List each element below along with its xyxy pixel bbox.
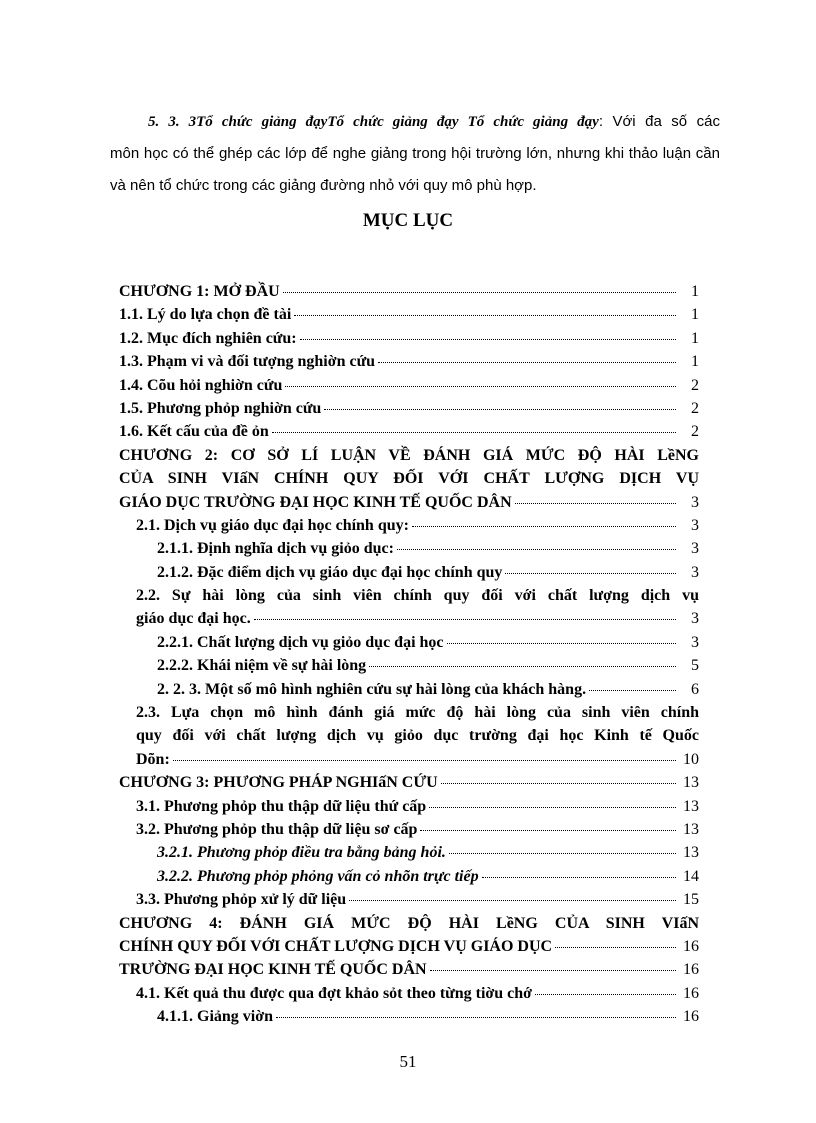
- toc-entry-text: giáo dục đại học.: [136, 610, 251, 628]
- toc-entry-text: 3.1. Phương phỏp thu thập dữ liệu thứ cấp: [136, 797, 427, 815]
- toc-entry-text: 2.3. Lựa chọn mô hình đánh giá mức độ hài lòng của sinh viên chính: [136, 704, 699, 722]
- toc-entry[interactable]: [119, 868, 699, 891]
- toc-entry-text: 1.5. Phương phỏp nghiờn cứu: [119, 399, 322, 417]
- intro-text-2: môn học có thể ghép các lớp để nghe giảng trong hội trường lớn, nhưng khi thảo luận cần: [110, 145, 720, 162]
- toc-entry-text: CỦA SINH VIấN CHÍNH QUY ĐỐI VỚI CHẤT LƯỢNG DỊCH VỤ: [119, 470, 699, 488]
- toc-entry[interactable]: [119, 657, 699, 680]
- toc-entry-text: 1.4. Cõu hỏi nghiờn cứu: [119, 376, 283, 394]
- toc-entry-text: 3.2.2. Phương phỏp phỏng vấn cỏ nhõn trực tiếp: [157, 867, 479, 885]
- leader-dots: [505, 563, 676, 574]
- section-heading: 5. 3. 3Tổ chức giảng đạyTổ chức giảng đạy Tổ chức giảng đạy: [148, 114, 599, 130]
- toc-page-number: 16: [683, 1008, 699, 1026]
- toc-entry-text: CHƯƠNG 4: ĐÁNH GIÁ MỨC ĐỘ HÀI LềNG CỦA SINH VIấN: [119, 914, 699, 932]
- leader-dots: [430, 960, 676, 971]
- toc-entry-text: CHÍNH QUY ĐỐI VỚI CHẤT LƯỢNG DỊCH VỤ GIÁO DỤC: [119, 937, 553, 955]
- leader-dots: [324, 399, 676, 410]
- toc-entry[interactable]: [119, 1008, 699, 1031]
- leader-dots: [173, 750, 676, 761]
- leader-dots: [515, 493, 676, 504]
- toc-entry-text: 1.2. Mục đích nghiên cứu:: [119, 329, 297, 347]
- toc-entry-text: Dõn:: [136, 750, 170, 768]
- toc-page-number: 3: [691, 610, 699, 628]
- toc-entry[interactable]: [119, 634, 699, 657]
- toc-entry-text: CHƯƠNG 1: MỞ ĐẦU: [119, 283, 280, 300]
- toc-entry-text: 1.1. Lý do lựa chọn đề tài: [119, 306, 292, 324]
- leader-dots: [555, 937, 676, 948]
- toc-page-number: 15: [683, 891, 699, 909]
- leader-dots: [420, 820, 676, 831]
- intro-text-3: và nên tổ chức trong các giảng đường nhỏ với quy mô phù hợp.: [110, 177, 537, 194]
- toc-page-number: 1: [691, 306, 699, 324]
- toc-entry[interactable]: [119, 423, 699, 446]
- toc-entry[interactable]: [119, 704, 699, 774]
- toc-page-number: 1: [691, 283, 699, 300]
- toc-entry-text: 3.2.1. Phương phỏp điều tra bằng bảng hỏi.: [157, 844, 446, 862]
- toc-page-number: 3: [691, 516, 699, 534]
- toc-page-number: 2: [691, 423, 699, 441]
- toc-entry-text: CHƯƠNG 3: PHƯƠNG PHÁP NGHIấN CỨU: [119, 774, 438, 792]
- toc-entry[interactable]: [119, 891, 699, 914]
- intro-text-1: : Với đa số các: [598, 113, 720, 130]
- toc-page-number: 3: [691, 493, 699, 511]
- toc-entry[interactable]: [119, 985, 699, 1008]
- leader-dots: [254, 609, 676, 620]
- leader-dots: [429, 797, 676, 808]
- toc-entry[interactable]: [119, 306, 699, 329]
- toc-entry-text: 2.1.2. Đặc điểm dịch vụ giáo dục đại học chính quy: [157, 563, 503, 581]
- toc-page-number: 10: [683, 750, 699, 768]
- page-number: 51: [399, 1052, 417, 1071]
- leader-dots: [349, 890, 676, 901]
- leader-dots: [447, 633, 676, 644]
- toc-title: MỤC LỤC: [362, 210, 454, 231]
- toc-page-number: 1: [691, 353, 699, 371]
- leader-dots: [589, 680, 676, 691]
- toc-entry[interactable]: [119, 821, 699, 844]
- leader-dots: [397, 539, 676, 550]
- toc-entry[interactable]: [119, 377, 699, 400]
- toc-entry[interactable]: [119, 517, 699, 540]
- toc-entry-text: quy đối với chất lượng dịch vụ giỏo dục trường đại học Kinh tế Quốc: [136, 727, 699, 745]
- toc-page-number: 14: [683, 867, 699, 885]
- table-of-contents: [119, 283, 699, 1032]
- toc-entry[interactable]: [119, 587, 699, 634]
- toc-page-number: 13: [683, 774, 699, 792]
- leader-dots: [294, 305, 676, 316]
- toc-entry[interactable]: [119, 915, 699, 985]
- toc-entry[interactable]: [119, 798, 699, 821]
- toc-entry-text: 1.6. Kết cấu của đề ỏn: [119, 423, 269, 441]
- leader-dots: [276, 1007, 676, 1018]
- toc-entry[interactable]: [119, 540, 699, 563]
- leader-dots: [285, 376, 676, 387]
- leader-dots: [412, 516, 676, 527]
- leader-dots: [378, 352, 676, 363]
- toc-page-number: 13: [683, 820, 699, 838]
- toc-entry-text: 4.1.1. Giảng viờn: [157, 1008, 273, 1026]
- leader-dots: [369, 656, 676, 667]
- leader-dots: [449, 843, 676, 854]
- toc-page-number: 2: [691, 376, 699, 394]
- toc-entry[interactable]: [119, 447, 699, 517]
- toc-entry-text: 4.1. Kết quả thu được qua đợt khảo sỏt theo từng tiờu chớ: [136, 984, 533, 1002]
- leader-dots: [482, 867, 676, 878]
- toc-entry-text: 2.2. Sự hài lòng của sinh viên chính quy đối với chất lượng dịch vụ: [136, 587, 699, 605]
- leader-dots: [272, 422, 676, 433]
- toc-page-number: 3: [691, 563, 699, 581]
- leader-dots: [441, 773, 676, 784]
- toc-entry-text: TRƯỜNG ĐẠI HỌC KINH TẾ QUỐC DÂN: [119, 961, 427, 979]
- toc-entry-text: 3.2. Phương phỏp thu thập dữ liệu sơ cấp: [136, 820, 418, 838]
- toc-page-number: 2: [691, 399, 699, 417]
- toc-entry-text: CHƯƠNG 2: CƠ SỞ LÍ LUẬN VỀ ĐÁNH GIÁ MỨC ĐỘ HÀI LềNG: [119, 446, 699, 464]
- toc-page-number: 3: [691, 633, 699, 651]
- toc-page-number: 13: [683, 844, 699, 862]
- toc-page-number: 3: [691, 540, 699, 558]
- toc-entry[interactable]: [119, 774, 699, 797]
- toc-entry-text: GIÁO DỤC TRƯỜNG ĐẠI HỌC KINH TẾ QUỐC DÂN: [119, 493, 512, 511]
- toc-entry[interactable]: [119, 844, 699, 867]
- toc-entry[interactable]: [119, 353, 699, 376]
- toc-entry-text: 2.1. Dịch vụ giáo dục đại học chính quy:: [136, 516, 409, 534]
- leader-dots: [283, 282, 676, 293]
- toc-entry-text: 1.3. Phạm vi và đối tượng nghiờn cứu: [119, 353, 376, 371]
- toc-page-number: 6: [691, 680, 699, 698]
- toc-entry[interactable]: [119, 283, 699, 306]
- leader-dots: [300, 329, 676, 340]
- toc-page-number: 1: [691, 329, 699, 347]
- toc-entry-text: 2.1.1. Định nghĩa dịch vụ giỏo dục:: [157, 540, 394, 558]
- toc-page-number: 16: [683, 961, 699, 979]
- toc-entry[interactable]: [119, 681, 699, 704]
- intro-paragraph: [110, 106, 720, 202]
- toc-entry[interactable]: [119, 400, 699, 423]
- leader-dots: [535, 984, 676, 995]
- toc-entry-text: 2. 2. 3. Một số mô hình nghiên cứu sự hài lòng của khách hàng.: [157, 680, 587, 698]
- toc-page-number: 16: [683, 984, 699, 1002]
- toc-entry-text: 2.2.2. Khái niệm về sự hài lòng: [157, 657, 367, 675]
- toc-entry-text: 2.2.1. Chất lượng dịch vụ giỏo dục đại học: [157, 633, 444, 651]
- toc-page-number: 5: [691, 657, 699, 675]
- toc-page-number: 13: [683, 797, 699, 815]
- toc-entry[interactable]: [119, 564, 699, 587]
- toc-entry[interactable]: [119, 330, 699, 353]
- toc-entry-text: 3.3. Phương phỏp xử lý dữ liệu: [136, 891, 347, 909]
- toc-page-number: 16: [683, 937, 699, 955]
